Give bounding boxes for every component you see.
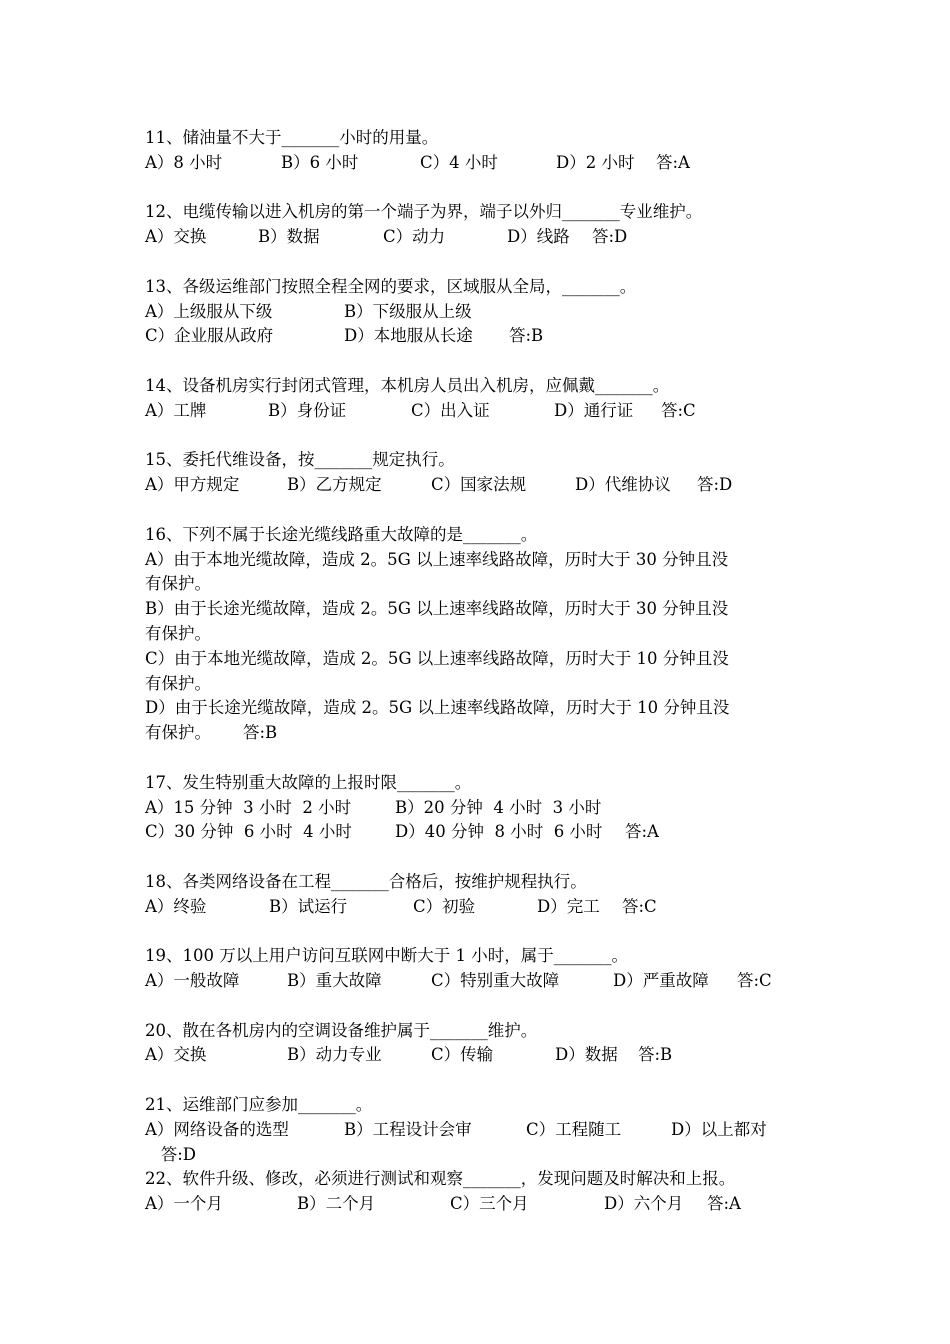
question-q22 — [145, 1167, 835, 1217]
option-row — [145, 696, 835, 721]
question-q19 — [145, 944, 835, 994]
option-label: D）六个月 — [604, 1194, 684, 1214]
question-q14 — [145, 374, 835, 424]
option-row — [145, 1143, 835, 1168]
option-label: B）数据 — [258, 227, 320, 247]
option-label: D）2 小时 — [556, 152, 635, 172]
question-q11 — [145, 126, 835, 176]
option-label: B）由于长途光缆故障，造成 2。5G 以上速率线路故障，历时大于 30 分钟且没 — [145, 599, 729, 619]
option-label: A）工牌 — [145, 400, 207, 420]
option-label: B）试运行 — [269, 896, 348, 916]
question-stem: 18、各类网络设备在工程_______合格后，按维护规程执行。 — [145, 871, 587, 891]
option-row — [145, 300, 835, 325]
question-stem: 17、发生特别重大故障的上报时限_______。 — [145, 772, 472, 792]
option-label: D）40 分钟 8 小时 6 小时 — [395, 822, 603, 842]
answer-label: 答:D — [697, 475, 733, 495]
option-label: A）8 小时 — [145, 152, 223, 172]
question-stem: 12、电缆传输以进入机房的第一个端子为界，端子以外归_______专业维护。 — [145, 202, 703, 222]
option-row — [145, 399, 835, 424]
option-label: D）代维协议 — [575, 475, 671, 495]
question-q15 — [145, 448, 835, 498]
answer-label: 答:A — [707, 1194, 741, 1214]
option-label: C）特别重大故障 — [431, 971, 560, 991]
option-label: B）乙方规定 — [287, 475, 382, 495]
question-stem: 20、散在各机房内的空调设备维护属于_______维护。 — [145, 1020, 538, 1040]
option-label: C）由于本地光缆故障，造成 2。5G 以上速率线路故障，历时大于 10 分钟且没 — [145, 648, 729, 668]
answer-label: 答:D — [592, 227, 628, 247]
question-stem: 19、100 万以上用户访问互联网中断大于 1 小时，属于_______。 — [145, 946, 628, 966]
question-stem: 22、软件升级、修改，必须进行测试和观察_______，发现问题及时解决和上报。 — [145, 1169, 736, 1189]
question-stem: 21、运维部门应参加_______。 — [145, 1095, 373, 1115]
option-label: C）4 小时 — [420, 152, 498, 172]
option-label: A）终验 — [145, 896, 207, 916]
option-row — [145, 548, 835, 573]
option-label: B）重大故障 — [287, 971, 382, 991]
option-label: A）甲方规定 — [145, 475, 240, 495]
question-q13 — [145, 275, 835, 349]
option-label: 有保护。 — [145, 723, 211, 743]
option-row — [145, 796, 835, 821]
option-label: D）以上都对 — [671, 1119, 767, 1139]
option-label: C）企业服从政府 — [145, 326, 274, 346]
option-label: C）30 分钟 6 小时 4 小时 — [145, 822, 352, 842]
answer-label: 答:A — [656, 152, 690, 172]
question-q12 — [145, 200, 835, 250]
option-label: D）严重故障 — [613, 971, 709, 991]
option-label: 答:D — [145, 1144, 197, 1164]
option-label: A）交换 — [145, 1045, 207, 1065]
option-label: C）三个月 — [450, 1194, 529, 1214]
question-stem: 11、储油量不大于_______小时的用量。 — [145, 128, 439, 147]
option-label: B）身份证 — [268, 400, 347, 420]
answer-label: 答:B — [638, 1045, 673, 1065]
option-label: B）动力专业 — [287, 1045, 382, 1065]
option-label: D）数据 — [555, 1045, 618, 1065]
question-stem: 15、委托代维设备，按_______规定执行。 — [145, 450, 455, 470]
option-label: D）通行证 — [554, 400, 634, 420]
answer-label: 答:A — [625, 822, 659, 842]
answer-label: 答:C — [622, 896, 657, 916]
option-row — [145, 820, 835, 845]
option-label: 有保护。 — [145, 574, 211, 594]
option-label: D）线路 — [507, 227, 570, 247]
question-stem: 13、各级运维部门按照全程全网的要求，区域服从全局，_______。 — [145, 276, 637, 296]
option-label: D）完工 — [537, 896, 600, 916]
option-label: A）交换 — [145, 227, 207, 247]
answer-label: 答:B — [509, 326, 544, 346]
option-label: B）下级服从上级 — [344, 301, 472, 321]
option-row — [145, 1043, 835, 1068]
option-label: D）本地服从长途 — [344, 326, 473, 346]
option-row — [145, 622, 835, 647]
option-row — [145, 151, 835, 176]
option-label: B）工程设计会审 — [344, 1119, 472, 1139]
question-q20 — [145, 1019, 835, 1069]
question-q18 — [145, 870, 835, 920]
option-label: C）初验 — [413, 896, 476, 916]
option-row — [145, 572, 835, 597]
option-label: C）工程随工 — [526, 1119, 622, 1139]
option-row — [145, 895, 835, 920]
option-row — [145, 597, 835, 622]
option-label: A）15 分钟 3 小时 2 小时 — [145, 797, 352, 817]
option-label: 有保护。 — [145, 673, 211, 693]
option-label: A）网络设备的选型 — [145, 1119, 289, 1139]
option-label: A）上级服从下级 — [145, 301, 273, 321]
option-label: B）6 小时 — [281, 152, 359, 172]
option-row — [145, 672, 835, 697]
option-label: D）由于长途光缆故障，造成 2。5G 以上速率线路故障，历时大于 10 分钟且没 — [145, 698, 730, 718]
question-q17 — [145, 771, 835, 845]
option-label: B）20 分钟 4 小时 3 小时 — [395, 797, 602, 817]
option-row — [145, 324, 835, 349]
option-row — [145, 473, 835, 498]
answer-label: 答:B — [243, 723, 278, 743]
option-label: 有保护。 — [145, 623, 211, 643]
question-q21 — [145, 1093, 835, 1167]
option-label: C）出入证 — [411, 400, 490, 420]
option-label: C）动力 — [383, 227, 446, 247]
option-label: C）国家法规 — [431, 475, 527, 495]
question-list — [145, 126, 835, 1242]
answer-label: 答:C — [737, 971, 772, 991]
question-stem: 16、下列不属于长途光缆线路重大故障的是_______。 — [145, 524, 538, 544]
option-label: A）一般故障 — [145, 971, 240, 991]
question-q16 — [145, 523, 835, 746]
question-stem: 14、设备机房实行封闭式管理，本机房人员出入机房，应佩戴_______。 — [145, 375, 670, 395]
answer-label: 答:C — [661, 400, 696, 420]
option-row — [145, 1118, 835, 1143]
option-row — [145, 969, 835, 994]
option-label: A）一个月 — [145, 1194, 223, 1214]
option-row — [145, 1192, 835, 1217]
option-row — [145, 647, 835, 672]
option-row — [145, 721, 835, 746]
option-label: A）由于本地光缆故障，造成 2。5G 以上速率线路故障，历时大于 30 分钟且没 — [145, 549, 729, 569]
option-row — [145, 225, 835, 250]
option-label: C）传输 — [431, 1045, 494, 1065]
option-label: B）二个月 — [297, 1194, 376, 1214]
